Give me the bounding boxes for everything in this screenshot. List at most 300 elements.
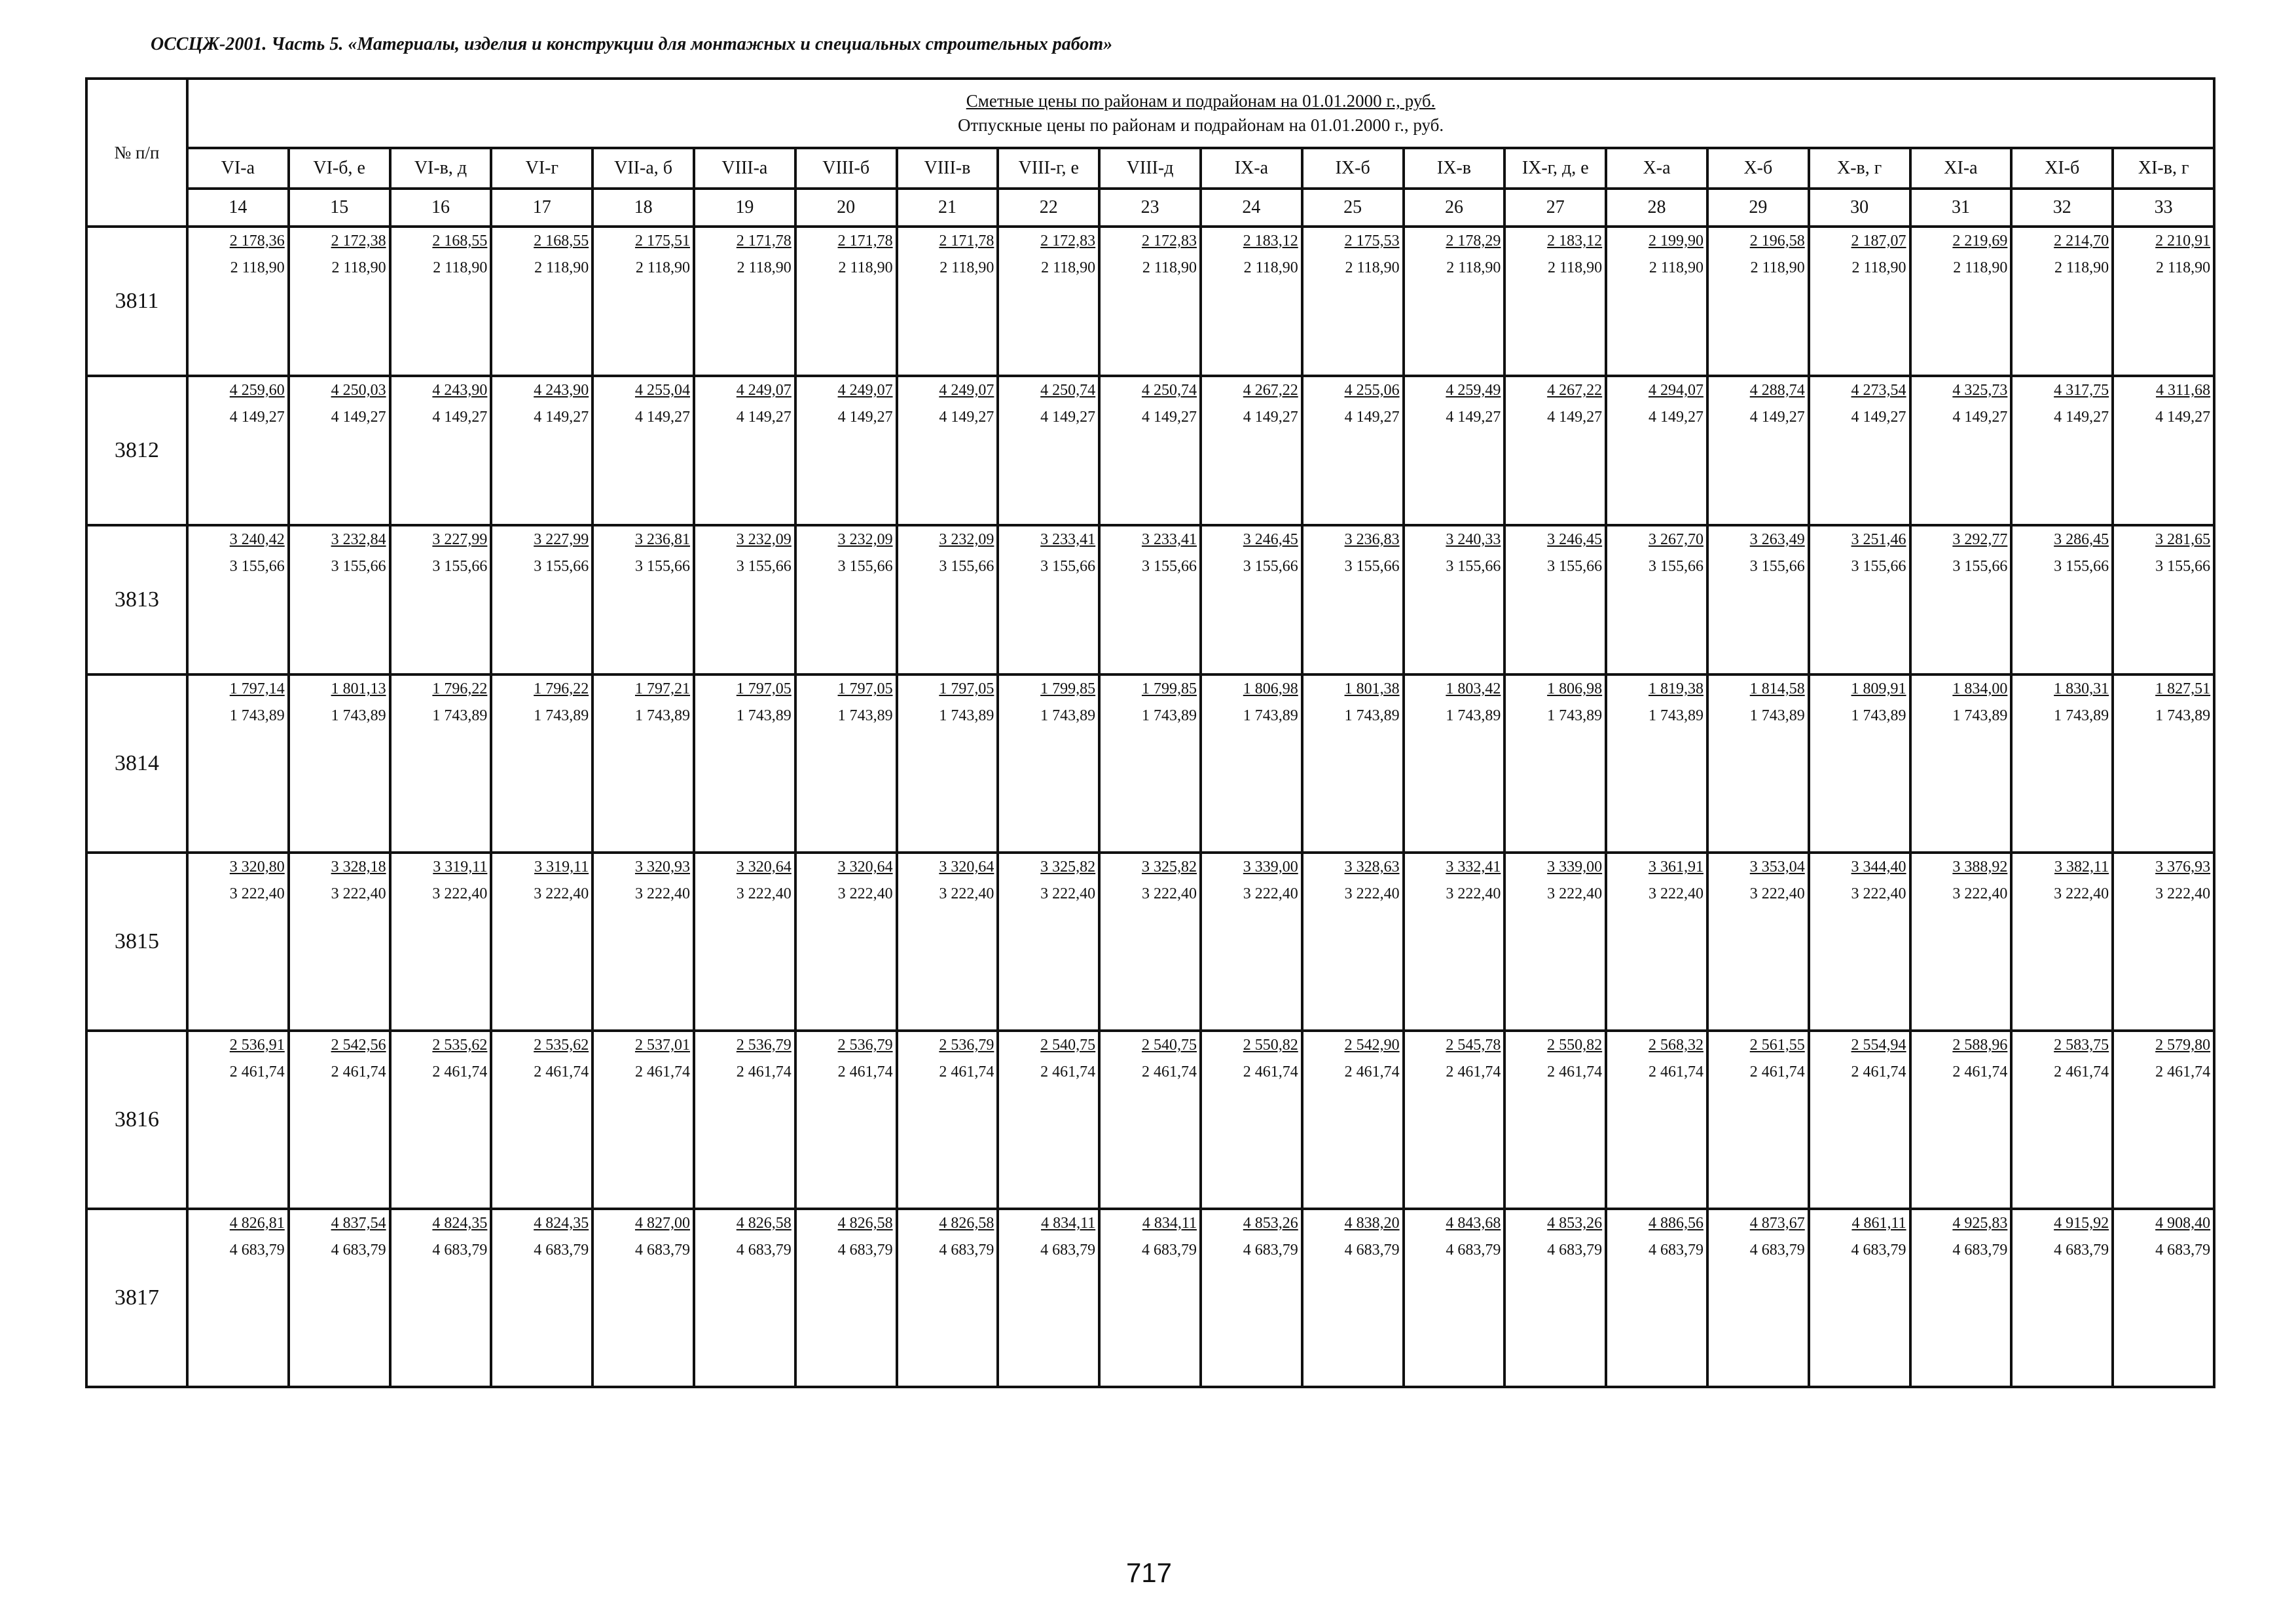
release-price: 3 222,40 [1344,885,1400,902]
price-cell [1099,227,1201,376]
price-cell [1809,1209,1910,1387]
release-price: 2 461,74 [2155,1063,2211,1080]
price-cell [289,525,390,674]
price-cell [897,227,998,376]
estimate-price: 4 826,58 [736,1215,792,1232]
price-cell [2011,227,2113,376]
price-cell [1504,227,1606,376]
price-cell [1910,227,2012,376]
column-number: 15 [289,189,390,227]
estimate-price: 2 196,58 [1749,232,1805,249]
region-header: VIII-д [1099,148,1201,189]
estimate-price: 4 249,07 [939,382,994,399]
release-price: 3 222,40 [1141,885,1197,902]
release-price: 4 149,27 [534,409,589,426]
price-cell [187,227,289,376]
estimate-price: 4 824,35 [534,1215,589,1232]
column-number: 32 [2011,189,2113,227]
release-price: 4 683,79 [1648,1242,1704,1259]
release-price: 2 118,90 [230,259,285,276]
release-price: 1 743,89 [2155,707,2211,724]
release-price: 1 743,89 [1243,707,1298,724]
region-header: VII-а, б [592,148,694,189]
estimate-price: 2 178,29 [1446,232,1501,249]
estimate-price: 2 187,07 [1851,232,1906,249]
estimate-price: 3 361,91 [1648,858,1704,876]
estimate-price: 4 243,90 [432,382,488,399]
price-cell [998,1031,1099,1209]
release-price: 2 118,90 [433,259,488,276]
column-number: 22 [998,189,1099,227]
release-price: 2 118,90 [1851,259,1906,276]
estimate-price: 2 199,90 [1648,232,1704,249]
release-price: 2 461,74 [331,1063,386,1080]
estimate-price: 3 251,46 [1851,531,1906,548]
estimate-price: 1 827,51 [2155,680,2211,697]
estimate-price: 3 353,04 [1749,858,1805,876]
price-cell [1404,1209,1505,1387]
price-cell [1099,1209,1201,1387]
price-cell [998,227,1099,376]
document-running-header: ОССЦЖ-2001. Часть 5. «Материалы, изделия и конструкции для монтажных и специальных строительных работ» [151,34,1113,54]
price-cell [2113,853,2214,1031]
price-cell [2113,1209,2214,1387]
column-number: 24 [1201,189,1302,227]
price-cell [2113,1031,2214,1209]
release-price: 4 149,27 [432,409,488,426]
column-number: 18 [592,189,694,227]
price-cell [694,227,795,376]
release-price: 2 461,74 [1851,1063,1906,1080]
table-row [86,227,2214,376]
release-price: 2 118,90 [1750,259,1805,276]
release-price: 2 118,90 [1345,259,1400,276]
release-price: 4 683,79 [229,1242,285,1259]
estimate-price: 4 873,67 [1749,1215,1805,1232]
price-caption [187,79,2214,148]
release-price: 4 683,79 [331,1242,386,1259]
price-cell [1504,674,1606,853]
price-cell [491,1209,592,1387]
estimate-price: 3 232,84 [331,531,386,548]
estimate-price: 4 843,68 [1446,1215,1501,1232]
estimate-price: 3 240,33 [1446,531,1501,548]
column-number: 23 [1099,189,1201,227]
release-price: 2 461,74 [229,1063,285,1080]
estimate-price: 2 536,79 [736,1037,792,1054]
price-cell [1302,1209,1404,1387]
estimate-price: 3 233,41 [1141,531,1197,548]
release-price: 3 222,40 [634,885,690,902]
release-price: 4 149,27 [1952,409,2008,426]
estimate-price: 1 797,14 [229,680,285,697]
release-price: 3 222,40 [534,885,589,902]
release-price: 3 222,40 [1952,885,2008,902]
release-price: 3 222,40 [2054,885,2109,902]
estimate-price: 2 561,55 [1749,1037,1805,1054]
estimate-price: 3 320,64 [939,858,994,876]
release-price: 1 743,89 [939,707,994,724]
price-cell [795,674,897,853]
price-cell [491,853,592,1031]
price-cell [1504,525,1606,674]
release-price: 3 155,66 [2054,558,2109,575]
release-price: 3 222,40 [331,885,386,902]
price-cell [592,1031,694,1209]
release-price: 3 222,40 [837,885,893,902]
release-price: 3 222,40 [1446,885,1501,902]
column-number: 21 [897,189,998,227]
release-price: 2 118,90 [635,259,690,276]
estimate-price: 4 250,03 [331,382,386,399]
estimate-price: 3 388,92 [1952,858,2008,876]
estimate-price: 4 255,04 [634,382,690,399]
release-price: 2 118,90 [939,259,994,276]
price-cell [1404,525,1505,674]
price-cell [2011,1031,2113,1209]
estimate-price: 3 233,41 [1040,531,1096,548]
region-header: IX-г, д, е [1504,148,1606,189]
release-price: 1 743,89 [1648,707,1704,724]
release-price: 4 149,27 [736,409,792,426]
release-price: 2 461,74 [1749,1063,1805,1080]
release-price: 1 743,89 [1851,707,1906,724]
price-cell [694,376,795,525]
row-number: 3813 [86,525,187,674]
price-cell [1504,853,1606,1031]
estimate-price: 4 259,49 [1446,382,1501,399]
release-price: 3 222,40 [1547,885,1603,902]
release-price: 3 155,66 [1547,558,1603,575]
release-price: 2 461,74 [2054,1063,2109,1080]
release-price: 1 743,89 [1749,707,1805,724]
release-price: 4 683,79 [432,1242,488,1259]
region-header: VIII-г, е [998,148,1099,189]
release-price: 3 222,40 [229,885,285,902]
release-price: 2 461,74 [634,1063,690,1080]
estimate-price: 2 172,38 [331,232,386,249]
release-price: 2 118,90 [1041,259,1096,276]
price-cell [694,1209,795,1387]
estimate-price: 1 801,13 [331,680,386,697]
price-cell [694,525,795,674]
price-cell [795,1209,897,1387]
price-cell [592,1209,694,1387]
price-cell [1910,376,2012,525]
release-price: 3 222,40 [939,885,994,902]
price-cell [2113,376,2214,525]
estimate-price: 4 267,22 [1243,382,1298,399]
estimate-price: 4 908,40 [2155,1215,2211,1232]
estimate-price: 4 267,22 [1547,382,1603,399]
price-cell [897,376,998,525]
price-cell [998,853,1099,1031]
estimate-price: 2 168,55 [432,232,488,249]
estimate-price: 3 339,00 [1547,858,1603,876]
estimate-price: 3 325,82 [1141,858,1197,876]
estimate-price: 4 826,81 [229,1215,285,1232]
estimate-price: 4 250,74 [1141,382,1197,399]
estimate-price: 4 311,68 [2156,382,2211,399]
price-cell [390,674,492,853]
estimate-price: 3 328,63 [1344,858,1400,876]
release-price: 4 683,79 [939,1242,994,1259]
release-price: 4 683,79 [2155,1242,2211,1259]
release-price: 1 743,89 [1547,707,1603,724]
price-cell [1504,1031,1606,1209]
release-price: 3 222,40 [432,885,488,902]
region-header: X-б [1707,148,1809,189]
estimate-price: 2 183,12 [1547,232,1603,249]
estimate-price: 2 537,01 [634,1037,690,1054]
release-price: 2 461,74 [1141,1063,1197,1080]
row-number: 3815 [86,853,187,1031]
estimate-price: 3 319,11 [534,858,589,876]
price-cell [795,227,897,376]
price-cell [592,674,694,853]
release-price: 2 118,90 [2054,259,2109,276]
estimate-price: 4 826,58 [837,1215,893,1232]
release-price: 3 155,66 [534,558,589,575]
estimate-price: 4 243,90 [534,382,589,399]
release-price: 2 118,90 [2156,259,2211,276]
release-price: 3 155,66 [432,558,488,575]
release-price: 2 118,90 [331,259,386,276]
release-price: 3 155,66 [1749,558,1805,575]
release-price: 4 149,27 [1141,409,1197,426]
row-number-header: № п/п [86,79,187,227]
release-price: 4 149,27 [1446,409,1501,426]
estimate-price: 2 172,83 [1141,232,1197,249]
price-cell [1707,674,1809,853]
release-price: 4 149,27 [1243,409,1298,426]
release-price: 2 118,90 [1548,259,1603,276]
price-cell [2113,674,2214,853]
estimate-price: 2 175,53 [1344,232,1400,249]
release-price: 2 118,90 [1243,259,1298,276]
release-price: 1 743,89 [1040,707,1096,724]
release-price: 2 118,90 [534,259,589,276]
estimate-price: 2 536,91 [229,1037,285,1054]
estimate-price: 3 246,45 [1243,531,1298,548]
release-price: 4 683,79 [1141,1242,1197,1259]
estimate-price: 4 925,83 [1952,1215,2008,1232]
region-header: X-а [1606,148,1707,189]
estimate-price: 4 325,73 [1952,382,2008,399]
estimate-price: 3 328,18 [331,858,386,876]
price-cell [592,853,694,1031]
release-price: 4 683,79 [634,1242,690,1259]
release-price: 1 743,89 [229,707,285,724]
price-cell [289,227,390,376]
estimate-price: 2 175,51 [634,232,690,249]
estimate-price: 4 273,54 [1851,382,1906,399]
estimate-price: 4 250,74 [1040,382,1096,399]
release-price: 3 155,66 [1243,558,1298,575]
release-price: 1 743,89 [837,707,893,724]
estimate-price: 4 317,75 [2054,382,2109,399]
estimate-price: 3 246,45 [1547,531,1603,548]
price-cell [1910,1209,2012,1387]
column-number: 19 [694,189,795,227]
price-cell [187,1031,289,1209]
release-price: 2 461,74 [1648,1063,1704,1080]
price-cell [1302,525,1404,674]
estimate-price: 2 172,83 [1040,232,1096,249]
price-cell [187,525,289,674]
release-price: 3 155,66 [229,558,285,575]
estimate-price: 3 227,99 [534,531,589,548]
release-price: 2 118,90 [1953,259,2008,276]
release-price: 4 683,79 [1040,1242,1096,1259]
estimate-price: 3 292,77 [1952,531,2008,548]
estimate-price: 4 834,11 [1142,1215,1197,1232]
price-cell [2011,376,2113,525]
release-price: 1 743,89 [1952,707,2008,724]
price-cell [1707,525,1809,674]
price-cell [694,1031,795,1209]
row-number: 3811 [86,227,187,376]
price-cell [897,525,998,674]
estimate-price: 4 294,07 [1648,382,1704,399]
price-cell [1504,376,1606,525]
price-cell [1606,376,1707,525]
release-price: 4 683,79 [1749,1242,1805,1259]
estimate-price: 2 579,80 [2155,1037,2211,1054]
estimate-price: 4 915,92 [2054,1215,2109,1232]
region-header: IX-б [1302,148,1404,189]
table-row [86,525,2214,674]
estimate-price: 3 240,42 [229,531,285,548]
release-price: 3 222,40 [1040,885,1096,902]
price-cell [897,674,998,853]
estimate-price: 2 214,70 [2054,232,2109,249]
column-number: 25 [1302,189,1404,227]
price-cell [1099,674,1201,853]
price-cell [1201,674,1302,853]
release-price: 3 155,66 [1040,558,1096,575]
estimate-price: 1 797,05 [837,680,893,697]
estimate-price: 3 236,83 [1344,531,1400,548]
price-cell [1809,1031,1910,1209]
release-price: 4 683,79 [1344,1242,1400,1259]
release-price: 4 683,79 [1952,1242,2008,1259]
release-price: 4 683,79 [736,1242,792,1259]
column-number: 27 [1504,189,1606,227]
estimate-price: 1 796,22 [432,680,488,697]
release-price: 3 155,66 [634,558,690,575]
column-number: 29 [1707,189,1809,227]
estimate-price: 3 232,09 [939,531,994,548]
release-price: 2 118,90 [1142,259,1197,276]
release-price: 3 222,40 [736,885,792,902]
release-price: 3 155,66 [1344,558,1400,575]
release-price: 4 683,79 [1547,1242,1603,1259]
estimate-price: 3 332,41 [1446,858,1501,876]
region-header: IX-а [1201,148,1302,189]
estimate-price: 2 535,62 [432,1037,488,1054]
region-header: XI-б [2011,148,2113,189]
price-cell [592,525,694,674]
estimate-price: 4 886,56 [1648,1215,1704,1232]
release-price: 2 461,74 [432,1063,488,1080]
estimate-price: 1 797,21 [634,680,690,697]
release-price: 3 155,66 [939,558,994,575]
release-price: 2 118,90 [737,259,792,276]
price-cell [1302,1031,1404,1209]
price-cell [491,525,592,674]
release-price: 1 743,89 [331,707,386,724]
price-cell [1707,1209,1809,1387]
table-row [86,853,2214,1031]
caption-row [86,79,2214,148]
estimate-price: 1 814,58 [1749,680,1805,697]
estimate-price: 3 319,11 [433,858,488,876]
region-header: VIII-в [897,148,998,189]
release-price: 4 683,79 [2054,1242,2109,1259]
estimate-price: 2 583,75 [2054,1037,2109,1054]
release-price: 4 149,27 [2054,409,2109,426]
price-cell [289,1209,390,1387]
release-price: 4 683,79 [1243,1242,1298,1259]
region-header: VI-в, д [390,148,492,189]
estimate-price: 2 550,82 [1243,1037,1298,1054]
price-cell [187,674,289,853]
price-cell [1302,853,1404,1031]
price-cell [491,674,592,853]
price-cell [1606,674,1707,853]
price-cell [2011,525,2113,674]
price-cell [998,1209,1099,1387]
price-cell [390,1031,492,1209]
estimate-price: 1 801,38 [1344,680,1400,697]
estimate-price: 1 806,98 [1243,680,1298,697]
price-cell [390,525,492,674]
release-price: 2 461,74 [837,1063,893,1080]
release-price: 3 155,66 [1851,558,1906,575]
price-cell [390,376,492,525]
price-cell [897,853,998,1031]
estimate-price: 3 286,45 [2054,531,2109,548]
price-cell [289,1031,390,1209]
price-cell [1707,376,1809,525]
price-cell [1099,853,1201,1031]
price-cell [1201,1031,1302,1209]
release-price: 4 149,27 [2155,409,2211,426]
estimate-price: 3 232,09 [837,531,893,548]
release-price: 2 461,74 [736,1063,792,1080]
release-price: 4 149,27 [1344,409,1400,426]
table-row [86,1209,2214,1387]
estimate-price: 3 267,70 [1648,531,1704,548]
estimate-price: 3 320,93 [634,858,690,876]
release-price: 3 155,66 [837,558,893,575]
column-number: 28 [1606,189,1707,227]
estimate-price: 3 236,81 [634,531,690,548]
row-number: 3812 [86,376,187,525]
price-cell [2011,853,2113,1031]
release-price: 1 743,89 [1446,707,1501,724]
estimate-price: 4 827,00 [634,1215,690,1232]
estimate-price: 3 263,49 [1749,531,1805,548]
price-cell [592,227,694,376]
estimate-price: 3 382,11 [2054,858,2109,876]
region-header: XI-а [1910,148,2012,189]
estimate-price: 4 861,11 [1851,1215,1906,1232]
price-cell [795,1031,897,1209]
price-cell [694,853,795,1031]
estimate-price-caption: Сметные цены по районам и подрайонам на 01.01.2000 г., руб. [966,91,1436,111]
